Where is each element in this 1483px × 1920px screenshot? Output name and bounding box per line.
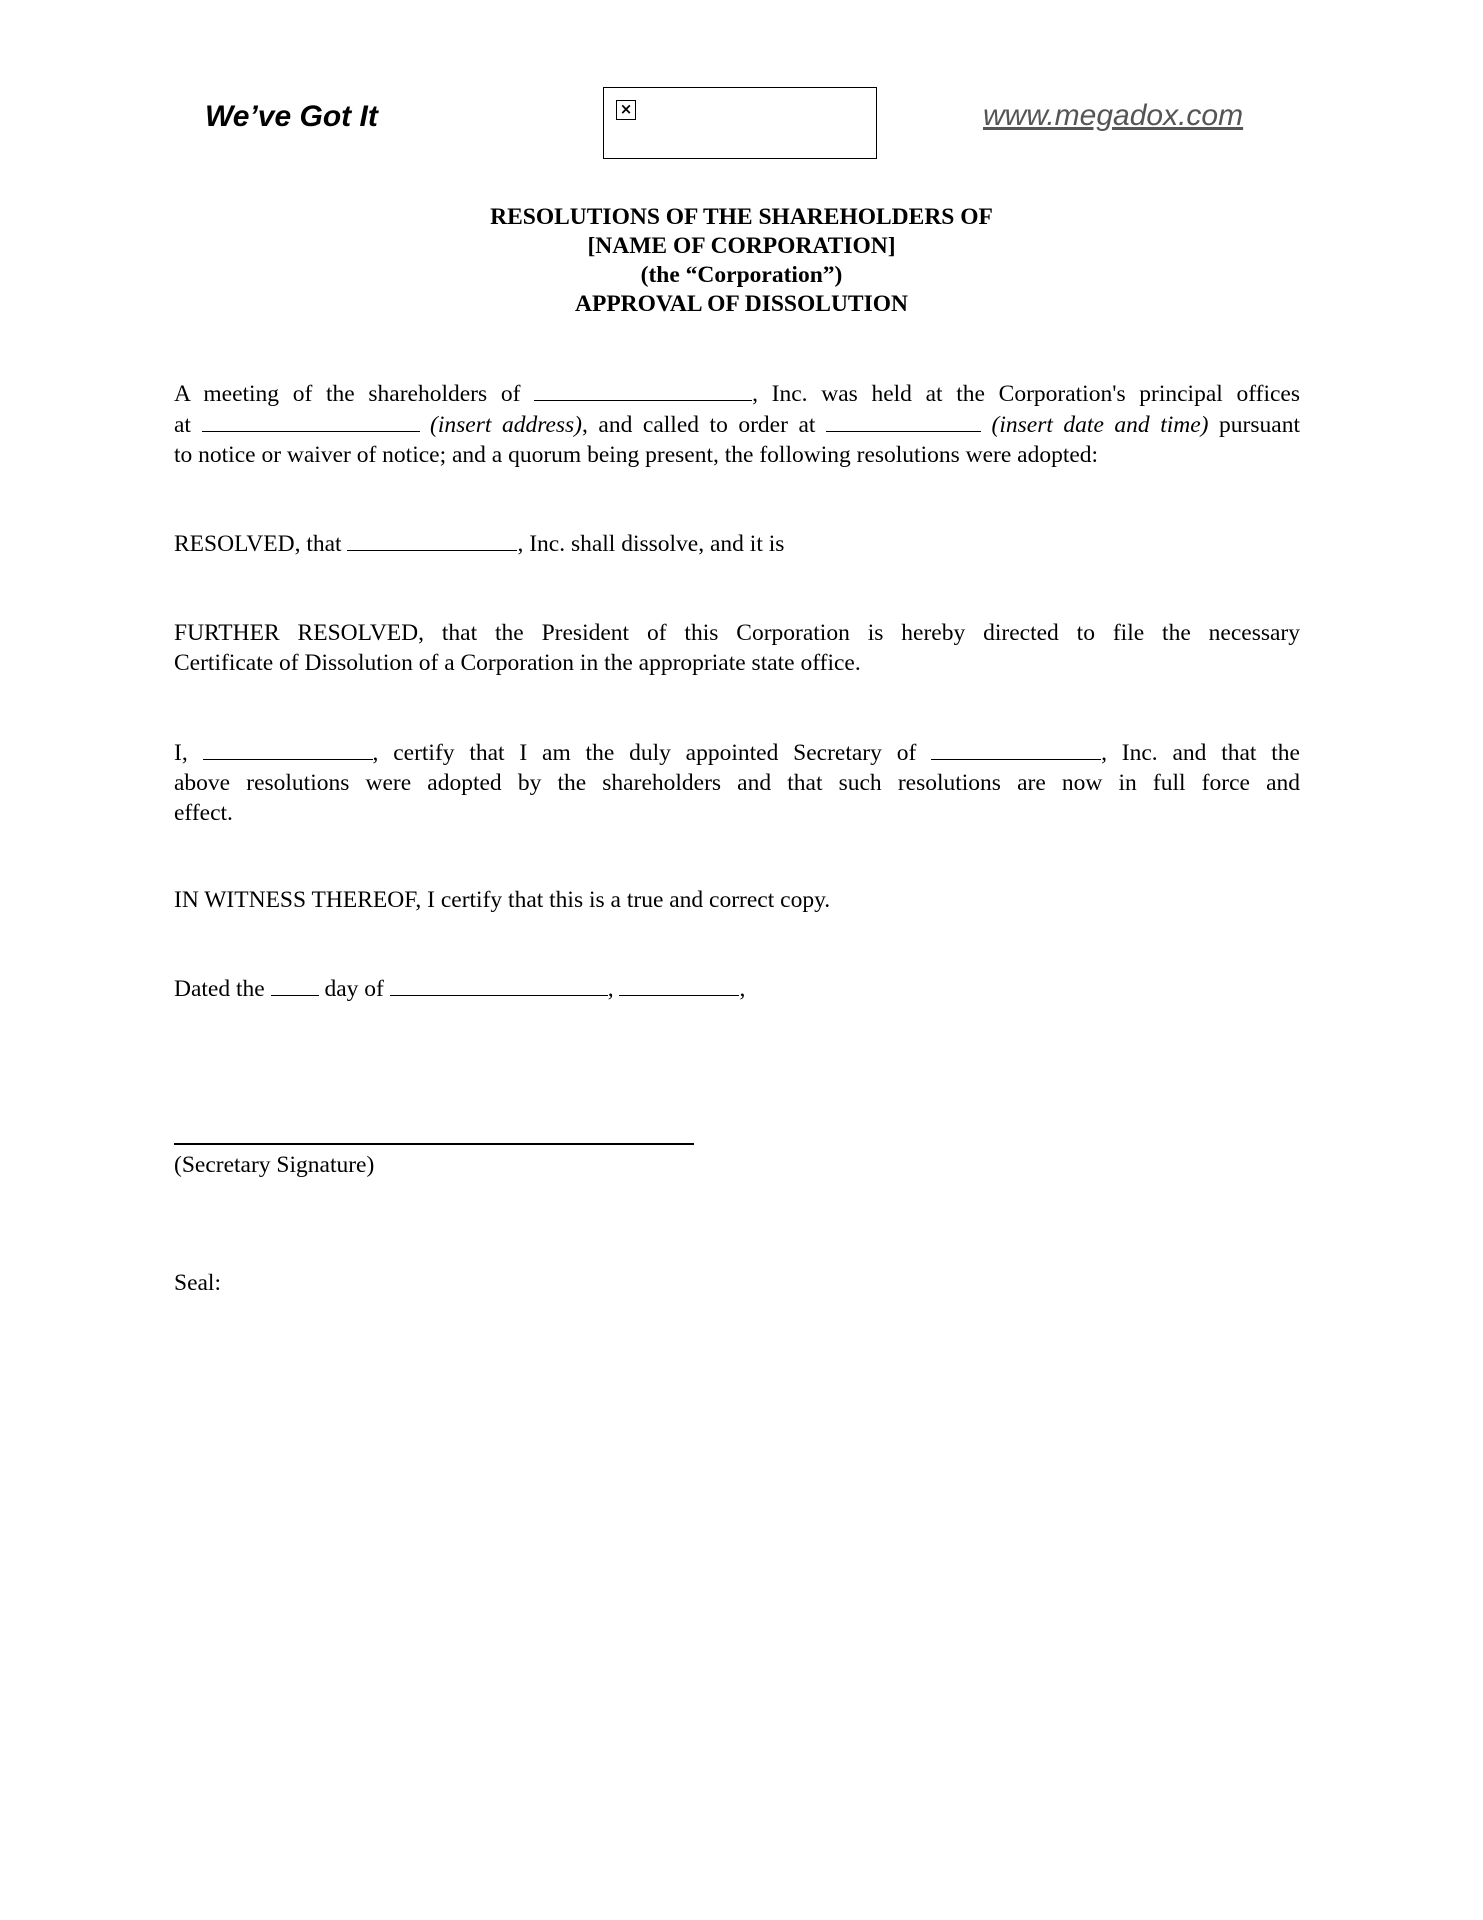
day-blank[interactable] [271, 973, 319, 996]
corporation-name-blank[interactable] [534, 378, 752, 401]
brand-tagline: We’ve Got It [205, 100, 378, 133]
dated-text: , [739, 976, 746, 1002]
secretary-name-blank[interactable] [203, 737, 373, 760]
resolved-text: , Inc. shall dissolve, and it is [517, 531, 785, 557]
certify-line-3: effect. [174, 800, 233, 826]
certify-line-1 [174, 737, 1300, 768]
meeting-text: at [174, 412, 202, 438]
title-line-4: APPROVAL OF DISSOLUTION [575, 291, 908, 317]
document-title [0, 203, 1483, 319]
insert-address-note: (insert address) [430, 412, 583, 438]
signature-line[interactable] [174, 1143, 694, 1145]
meeting-text: , and called to order at [582, 412, 826, 438]
further-line-1: FURTHER RESOLVED, that the President of this Corporation is hereby directed to file the necessary [174, 620, 1300, 646]
resolved-paragraph [174, 528, 1300, 559]
meeting-line-1 [174, 378, 1300, 409]
resolved-text: RESOLVED, that [174, 531, 348, 557]
address-blank[interactable] [202, 409, 420, 432]
broken-image-icon: × [616, 100, 636, 120]
title-line-3: (the “Corporation”) [640, 262, 843, 288]
certify-text: , certify that I am the duly appointed Secretary of [372, 740, 932, 766]
dated-text: , [607, 976, 620, 1002]
signature-label-block [174, 1150, 1300, 1180]
signature-label: (Secretary Signature) [174, 1152, 375, 1178]
dated-text-line [174, 973, 1300, 1004]
website-link[interactable]: www.megadox.com [983, 99, 1244, 132]
resolved-corporation-blank[interactable] [347, 528, 517, 551]
certify-text: , Inc. and that the [1101, 740, 1300, 766]
insert-date-time-note: (insert date and time) [991, 412, 1209, 438]
month-blank[interactable] [390, 973, 608, 996]
certify-corporation-blank[interactable] [931, 737, 1101, 760]
dated-text: day of [318, 976, 390, 1002]
title-line-1: RESOLUTIONS OF THE SHAREHOLDERS OF [490, 204, 993, 230]
witness-line: IN WITNESS THEREOF, I certify that this is a true and correct copy. [174, 887, 831, 913]
dated-line [174, 973, 1300, 1004]
meeting-line-2 [174, 409, 1300, 440]
dated-text: Dated the [174, 976, 271, 1002]
meeting-text: , Inc. was held at the Corporation's principal offices [752, 381, 1300, 407]
seal-block [174, 1268, 1300, 1298]
meeting-paragraph [174, 378, 1300, 470]
title-line-2: [NAME OF CORPORATION] [587, 233, 896, 259]
certify-text: I, [174, 740, 203, 766]
resolved-line [174, 528, 1300, 559]
further-line-2: Certificate of Dissolution of a Corporation in the appropriate state office. [174, 650, 861, 676]
certify-paragraph [174, 737, 1300, 828]
meeting-text: pursuant [1208, 412, 1300, 438]
witness-paragraph [174, 885, 1300, 915]
further-resolved-paragraph [174, 618, 1300, 678]
seal-label: Seal: [174, 1270, 221, 1296]
meeting-line-3: to notice or waiver of notice; and a quorum being present, the following resolutions were adopted: [174, 442, 1099, 468]
logo-placeholder [603, 87, 877, 159]
meeting-text: A meeting of the shareholders of [174, 381, 535, 407]
year-blank[interactable] [619, 973, 739, 996]
date-time-blank[interactable] [826, 409, 981, 432]
certify-line-2: above resolutions were adopted by the shareholders and that such resolutions are now in full force and [174, 770, 1300, 796]
